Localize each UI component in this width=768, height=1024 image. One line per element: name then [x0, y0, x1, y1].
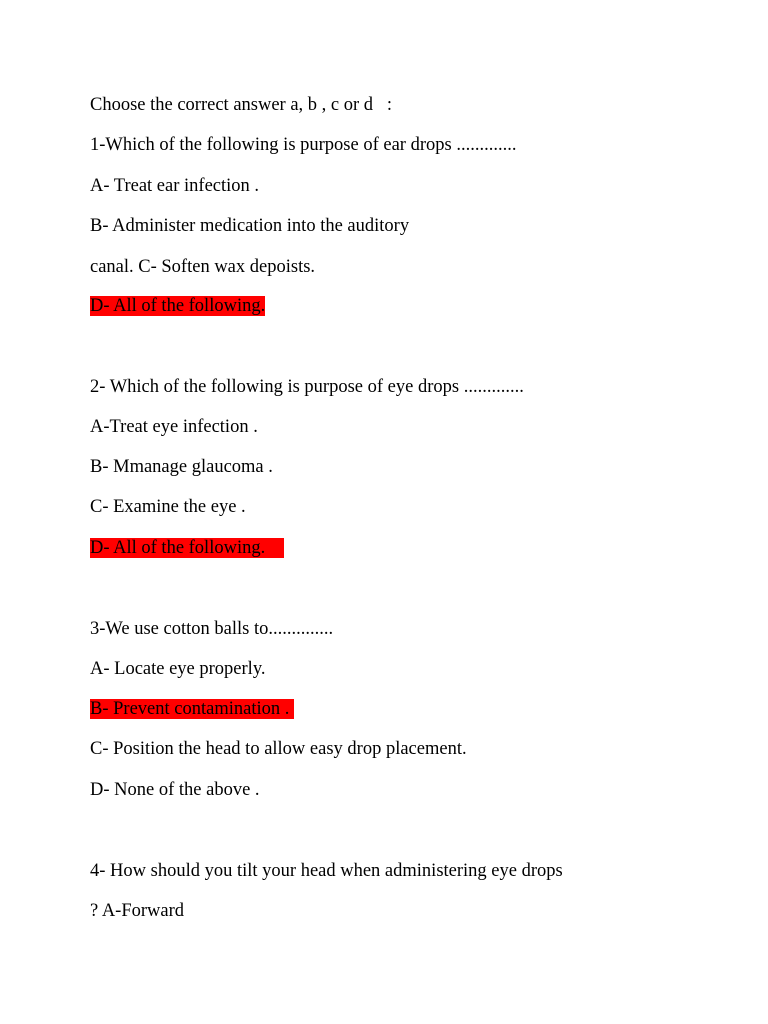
question-1-option-d-answer: [90, 295, 265, 317]
question-2-option-c: C- Examine the eye .: [90, 497, 246, 517]
question-2-option-a: A-Treat eye infection .: [90, 417, 258, 437]
question-4: 4- How should you tilt your head when administering eye drops: [90, 861, 563, 881]
question-3-option-d: D- None of the above .: [90, 780, 260, 800]
question-3-option-a: A- Locate eye properly.: [90, 659, 266, 679]
question-3-option-c: C- Position the head to allow easy drop placement.: [90, 739, 467, 759]
question-1-option-a: A- Treat ear infection .: [90, 176, 260, 196]
question-1-option-b-continued: canal. C- Soften wax depoists.: [90, 257, 316, 277]
question-3-option-b-answer: [90, 698, 294, 720]
instruction-text: Choose the correct answer a, b , c or d :: [90, 95, 393, 115]
answer-highlight: B- Prevent contamination .: [90, 699, 294, 719]
question-2-option-d-answer: [90, 537, 284, 559]
answer-highlight: D- All of the following.: [90, 296, 266, 316]
answer-highlight: D- All of the following.: [90, 538, 284, 558]
question-3: 3-We use cotton balls to..............: [90, 619, 334, 639]
question-1-option-b: B- Administer medication into the auditory: [90, 216, 410, 236]
question-2: 2- Which of the following is purpose of eye drops .............: [90, 377, 524, 397]
question-2-option-b: B- Mmanage glaucoma .: [90, 457, 273, 477]
question-1: 1-Which of the following is purpose of ear drops .............: [90, 135, 517, 155]
question-4-option-a: ? A-Forward: [90, 901, 185, 921]
